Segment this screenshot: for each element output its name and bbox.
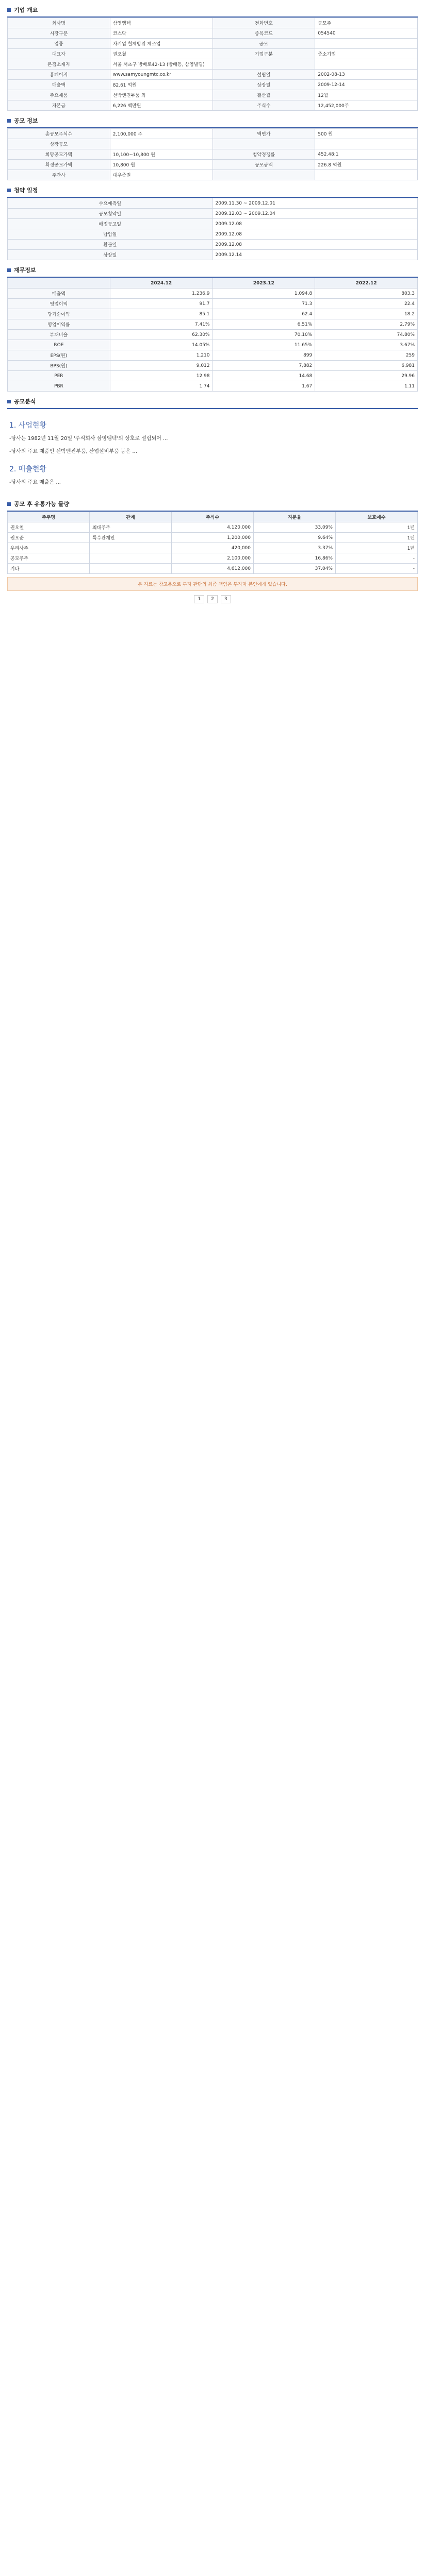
table-cell: 2009.12.08 xyxy=(213,229,418,240)
table-cell: 2009.12.08 xyxy=(213,240,418,250)
table-cell: 054540 xyxy=(315,28,418,39)
table-cell: 배정공고일 xyxy=(8,219,213,229)
table-row xyxy=(8,129,418,139)
table-cell: 액면가 xyxy=(213,129,315,139)
section-title: 공모분석 xyxy=(7,395,418,409)
table-cell: 자기업 철제방위 제조업 xyxy=(110,39,213,49)
table-cell xyxy=(213,139,315,149)
table-cell: 1,210 xyxy=(110,350,213,361)
table-cell: 확정공모가액 xyxy=(8,160,110,170)
table-cell: EPS(원) xyxy=(8,350,110,361)
table-cell: 1년 xyxy=(336,533,418,543)
table-cell: 권오철 xyxy=(8,522,90,533)
table-cell: 업종 xyxy=(8,39,110,49)
table-cell: - xyxy=(336,564,418,574)
table-cell: 특수관계인 xyxy=(90,533,172,543)
table-row xyxy=(8,198,418,209)
table-cell: 삼영엠텍 xyxy=(110,18,213,28)
table-cell: 설립일 xyxy=(213,70,315,80)
table-header xyxy=(8,278,110,289)
table-cell: 2009.12.14 xyxy=(213,250,418,260)
table-cell: 영업이익률 xyxy=(8,319,110,330)
table-header-row xyxy=(8,278,418,289)
table-cell xyxy=(90,564,172,574)
table-cell: 1년 xyxy=(336,543,418,553)
table-row xyxy=(8,39,418,49)
table-cell: 우리사주 xyxy=(8,543,90,553)
table-cell: 452.48:1 xyxy=(315,149,418,160)
company-summary-table xyxy=(7,18,418,111)
table-cell: 14.68 xyxy=(213,371,315,381)
table-cell: 82.61 억원 xyxy=(110,80,213,90)
table-cell: PBR xyxy=(8,381,110,392)
table-cell: 62.4 xyxy=(213,309,315,319)
table-cell: 중소기업 xyxy=(315,49,418,59)
table-cell: 종목코드 xyxy=(213,28,315,39)
table-cell: 기타 xyxy=(8,564,90,574)
table-cell: 권오준 xyxy=(8,533,90,543)
table-cell: 3.67% xyxy=(315,340,418,350)
table-row xyxy=(8,350,418,361)
table-cell xyxy=(315,139,418,149)
table-cell xyxy=(315,59,418,70)
bullet-icon xyxy=(7,189,11,192)
table-cell: 1,200,000 xyxy=(172,533,254,543)
table-cell: 18.2 xyxy=(315,309,418,319)
table-cell: - xyxy=(336,553,418,564)
table-row xyxy=(8,564,418,574)
table-cell: 상장일 xyxy=(8,250,213,260)
shareholder-table xyxy=(7,512,418,574)
table-header: 2022.12 xyxy=(315,278,418,289)
table-cell: 899 xyxy=(213,350,315,361)
table-cell: PER xyxy=(8,371,110,381)
table-cell: 회사명 xyxy=(8,18,110,28)
bullet-icon xyxy=(7,502,11,506)
table-cell: 매출액 xyxy=(8,80,110,90)
table-cell: 4,612,000 xyxy=(172,564,254,574)
table-header: 2024.12 xyxy=(110,278,213,289)
table-row xyxy=(8,371,418,381)
table-cell: 전화번호 xyxy=(213,18,315,28)
table-row xyxy=(8,553,418,564)
table-row xyxy=(8,361,418,371)
table-cell: 12월 xyxy=(315,90,418,100)
table-cell: 7.41% xyxy=(110,319,213,330)
table-cell: 공모청약일 xyxy=(8,209,213,219)
table-row xyxy=(8,149,418,160)
table-cell: 기업구분 xyxy=(213,49,315,59)
table-cell: 14.05% xyxy=(110,340,213,350)
table-row xyxy=(8,139,418,149)
table-header: 지분율 xyxy=(254,512,336,522)
report-paragraph: -당사의 주요 제품인 선박엔진부품, 산업설비부품 등은 ... xyxy=(9,449,137,454)
table-cell: 희망공모가액 xyxy=(8,149,110,160)
table-cell: 62.30% xyxy=(110,330,213,340)
schedule-table xyxy=(7,198,418,260)
table-cell: 37.04% xyxy=(254,564,336,574)
table-row xyxy=(8,522,418,533)
table-cell: ROE xyxy=(8,340,110,350)
table-cell: 259 xyxy=(315,350,418,361)
bullet-icon xyxy=(7,119,11,123)
table-cell: www.samyoungmtc.co.kr xyxy=(110,70,213,80)
table-cell: 4,120,000 xyxy=(172,522,254,533)
table-cell: 2009.12.08 xyxy=(213,219,418,229)
table-cell: 1.67 xyxy=(213,381,315,392)
table-row xyxy=(8,49,418,59)
pagination[interactable] xyxy=(7,595,418,603)
table-cell xyxy=(110,139,213,149)
table-cell: BPS(원) xyxy=(8,361,110,371)
table-cell: 본점소재지 xyxy=(8,59,110,70)
table-cell xyxy=(213,170,315,180)
table-cell: 공모 xyxy=(213,39,315,49)
table-row xyxy=(8,340,418,350)
report-paragraph: -당사는 1982년 11월 20일 '주식회사 삼영엠텍'의 상호로 설립되어 ... xyxy=(9,436,168,442)
table-cell: 91.7 xyxy=(110,299,213,309)
table-cell: 29.96 xyxy=(315,371,418,381)
table-cell: 코스닥 xyxy=(110,28,213,39)
table-header-row xyxy=(8,512,418,522)
table-cell: 결산월 xyxy=(213,90,315,100)
table-cell: 70.10% xyxy=(213,330,315,340)
table-cell: 서울 서초구 방배로42-13 (방배동, 삼영빌딩) xyxy=(110,59,213,70)
table-cell: 주간사 xyxy=(8,170,110,180)
table-row xyxy=(8,100,418,111)
table-row xyxy=(8,160,418,170)
page-link[interactable]: 2 xyxy=(207,595,218,603)
table-cell: 803.3 xyxy=(315,289,418,299)
table-row xyxy=(8,229,418,240)
table-cell: 당기순이익 xyxy=(8,309,110,319)
table-cell: 10,100~10,800 원 xyxy=(110,149,213,160)
table-row xyxy=(8,219,418,229)
table-cell: 최대주주 xyxy=(90,522,172,533)
table-cell: 권오철 xyxy=(110,49,213,59)
table-row xyxy=(8,28,418,39)
table-cell: 1년 xyxy=(336,522,418,533)
table-cell: 2002-08-13 xyxy=(315,70,418,80)
table-row xyxy=(8,250,418,260)
table-cell: 71.3 xyxy=(213,299,315,309)
report-paragraph: -당사의 주요 매출은 ... xyxy=(9,480,61,485)
table-cell: 12,452,000주 xyxy=(315,100,418,111)
table-row xyxy=(8,18,418,28)
table-cell: 10,800 원 xyxy=(110,160,213,170)
bullet-icon xyxy=(7,400,11,403)
page-link[interactable]: 1 xyxy=(194,595,204,603)
table-row xyxy=(8,319,418,330)
section-title: 청약 일정 xyxy=(7,183,418,198)
table-cell: 7,882 xyxy=(213,361,315,371)
bullet-icon xyxy=(7,8,11,12)
table-cell: 6.51% xyxy=(213,319,315,330)
table-cell: 6,981 xyxy=(315,361,418,371)
table-row xyxy=(8,209,418,219)
table-header: 보호예수 xyxy=(336,512,418,522)
table-row xyxy=(8,240,418,250)
table-cell: 공모주주 xyxy=(8,553,90,564)
table-cell: 주식수 xyxy=(213,100,315,111)
page xyxy=(0,3,425,603)
table-cell: 420,000 xyxy=(172,543,254,553)
table-cell: 1.74 xyxy=(110,381,213,392)
table-cell xyxy=(90,553,172,564)
table-cell: 납입일 xyxy=(8,229,213,240)
table-cell: 청약경쟁률 xyxy=(213,149,315,160)
table-row xyxy=(8,330,418,340)
table-cell xyxy=(213,59,315,70)
table-row xyxy=(8,309,418,319)
table-cell xyxy=(90,543,172,553)
table-cell: 11.65% xyxy=(213,340,315,350)
ipo-info-table xyxy=(7,128,418,180)
table-cell: 2.79% xyxy=(315,319,418,330)
table-row xyxy=(8,289,418,299)
table-cell: 1,236.9 xyxy=(110,289,213,299)
table-cell: 74.80% xyxy=(315,330,418,340)
table-cell: 선박엔진부품 외 xyxy=(110,90,213,100)
table-cell: 자본금 xyxy=(8,100,110,111)
table-cell: 6,226 백만원 xyxy=(110,100,213,111)
disclaimer-banner: 본 자료는 참고용으로 투자 판단의 최종 책임은 투자자 본인에게 있습니다. xyxy=(7,577,418,591)
table-cell: 2009.12.03 ~ 2009.12.04 xyxy=(213,209,418,219)
table-cell: 홈페이지 xyxy=(8,70,110,80)
table-cell: 수요예측일 xyxy=(8,198,213,209)
table-cell: 2009.11.30 ~ 2009.12.01 xyxy=(213,198,418,209)
report-body xyxy=(7,409,418,494)
page-link[interactable]: 3 xyxy=(221,595,231,603)
table-cell: 매출액 xyxy=(8,289,110,299)
table-cell: 상장공모 xyxy=(8,139,110,149)
table-cell: 대표자 xyxy=(8,49,110,59)
table-cell: 12.98 xyxy=(110,371,213,381)
table-cell: 1,094.8 xyxy=(213,289,315,299)
financials-table xyxy=(7,278,418,392)
table-cell: 시장구분 xyxy=(8,28,110,39)
table-cell: 3.37% xyxy=(254,543,336,553)
table-cell: 2,100,000 xyxy=(172,553,254,564)
table-cell: 영업이익 xyxy=(8,299,110,309)
table-row xyxy=(8,90,418,100)
table-row xyxy=(8,381,418,392)
table-cell: 1.11 xyxy=(315,381,418,392)
bullet-icon xyxy=(7,268,11,272)
table-cell: 22.4 xyxy=(315,299,418,309)
table-header: 관계 xyxy=(90,512,172,522)
table-row xyxy=(8,70,418,80)
report-heading: 2. 매출현황 xyxy=(9,465,46,473)
table-cell: 총공모주식수 xyxy=(8,129,110,139)
table-cell: 주요제품 xyxy=(8,90,110,100)
section-title: 공모 후 유통가능 물량 xyxy=(7,497,418,512)
table-cell xyxy=(315,39,418,49)
table-cell: 226.8 억원 xyxy=(315,160,418,170)
report-heading: 1. 사업현황 xyxy=(9,421,46,430)
table-row xyxy=(8,59,418,70)
section-title: 재무정보 xyxy=(7,263,418,278)
table-cell: 9.64% xyxy=(254,533,336,543)
table-cell: 환불일 xyxy=(8,240,213,250)
table-cell: 대우증권 xyxy=(110,170,213,180)
table-row xyxy=(8,543,418,553)
table-cell: 공모금액 xyxy=(213,160,315,170)
table-header: 주주명 xyxy=(8,512,90,522)
table-row xyxy=(8,533,418,543)
section-title: 기업 개요 xyxy=(7,3,418,18)
table-cell: 공모주 xyxy=(315,18,418,28)
table-row xyxy=(8,170,418,180)
section-title: 공모 정보 xyxy=(7,114,418,128)
table-cell: 2,100,000 주 xyxy=(110,129,213,139)
table-header: 2023.12 xyxy=(213,278,315,289)
table-row xyxy=(8,299,418,309)
table-row xyxy=(8,80,418,90)
table-cell: 부채비율 xyxy=(8,330,110,340)
table-cell: 2009-12-14 xyxy=(315,80,418,90)
table-cell: 16.86% xyxy=(254,553,336,564)
table-cell xyxy=(315,170,418,180)
table-cell: 상장일 xyxy=(213,80,315,90)
table-cell: 500 원 xyxy=(315,129,418,139)
table-cell: 33.09% xyxy=(254,522,336,533)
table-cell: 85.1 xyxy=(110,309,213,319)
table-header: 주식수 xyxy=(172,512,254,522)
table-cell: 9,012 xyxy=(110,361,213,371)
